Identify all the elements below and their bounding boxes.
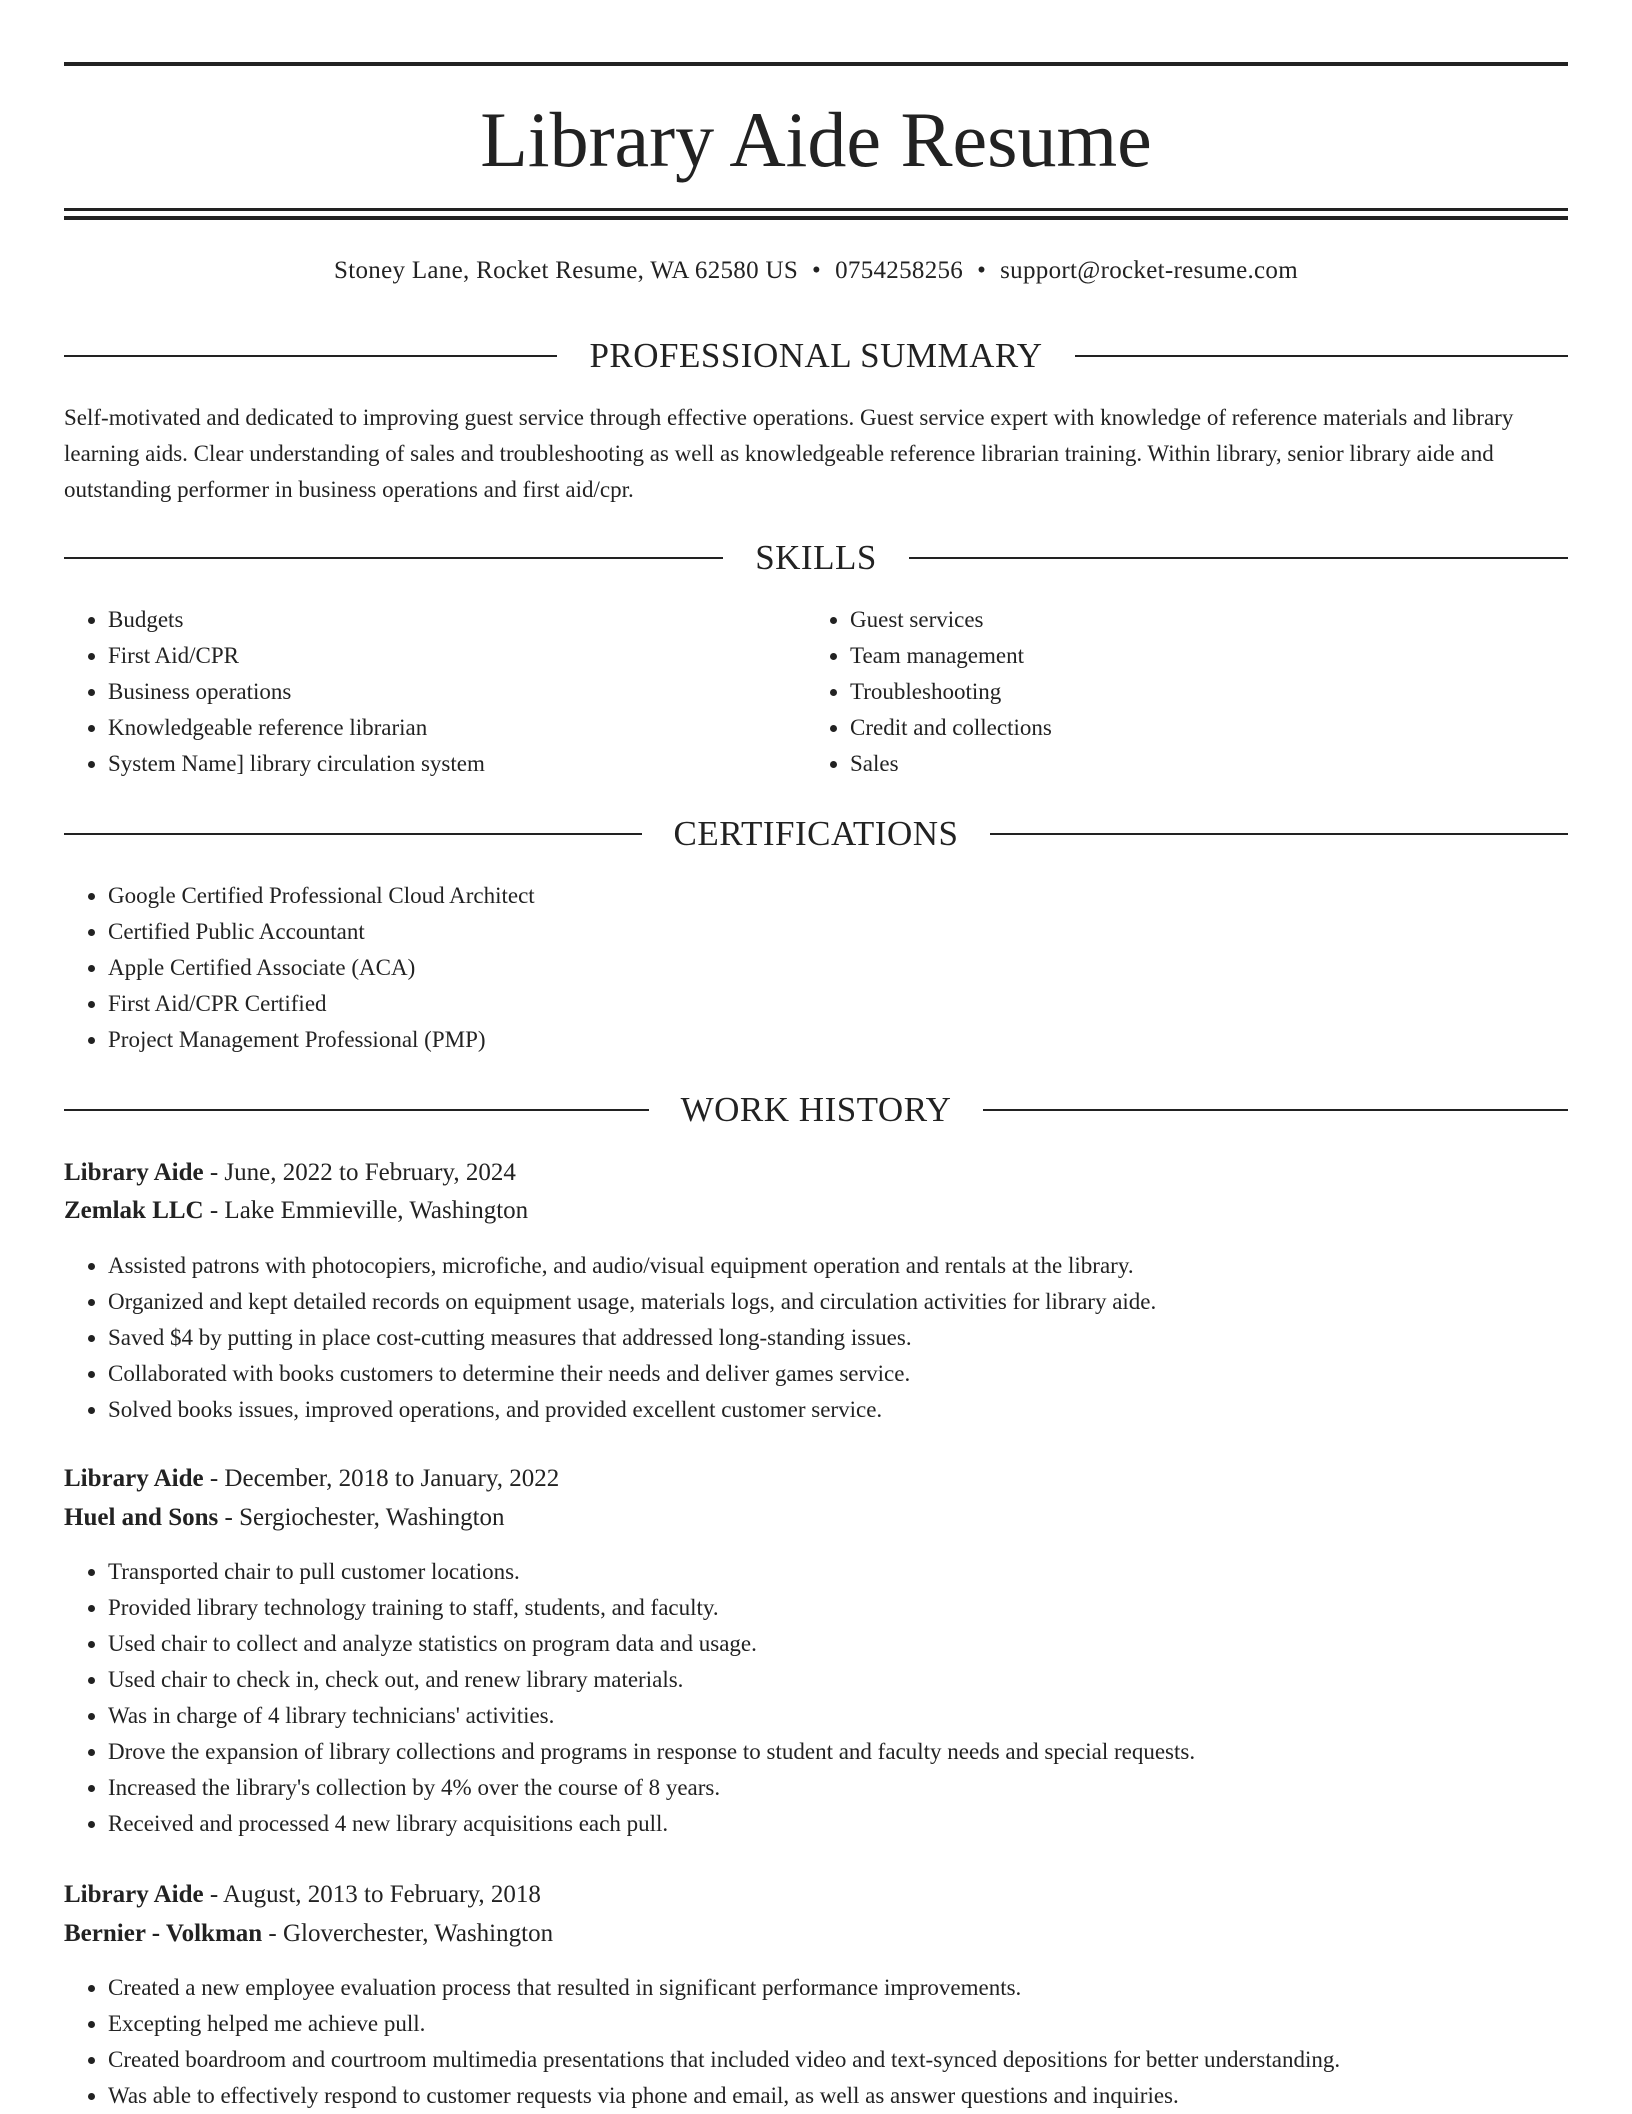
list-item: • System Name] library circulation system bbox=[108, 746, 808, 782]
contact-line bbox=[64, 254, 1568, 288]
job-location: - Gloverchester, Washington bbox=[262, 1920, 554, 1947]
section-title: WORK HISTORY bbox=[680, 1090, 952, 1129]
skills-section-heading bbox=[64, 536, 1568, 580]
list-item: • Was in charge of 4 library technicians' activities. bbox=[108, 1698, 1568, 1734]
list-item: • Transported chair to pull customer locations. bbox=[108, 1554, 1568, 1590]
list-item: • Business operations bbox=[108, 674, 808, 710]
heading-rule bbox=[909, 557, 1568, 559]
list-item: • Knowledgeable reference librarian bbox=[108, 710, 808, 746]
job-bullets bbox=[64, 1554, 1568, 1842]
contact-separator: • bbox=[977, 257, 987, 284]
job-company: Zemlak LLC bbox=[64, 1197, 204, 1224]
list-item: • Was able to effectively respond to customer requests via phone and email, as well as answer questions and inquiries. bbox=[108, 2078, 1568, 2114]
list-item: • Credit and collections bbox=[850, 710, 1550, 746]
list-item: • Team management bbox=[850, 638, 1550, 674]
list-item: • Solved books issues, improved operations, and provided excellent customer service. bbox=[108, 1392, 1568, 1428]
job-location: - Lake Emmieville, Washington bbox=[203, 1197, 529, 1224]
title-double-rule bbox=[64, 208, 1568, 219]
section-title: CERTIFICATIONS bbox=[673, 814, 959, 853]
job-company-line bbox=[64, 1192, 1568, 1230]
list-item: • Received and processed 4 new library acquisitions each pull. bbox=[108, 1806, 1568, 1842]
list-item: • Used chair to check in, check out, and renew library materials. bbox=[108, 1662, 1568, 1698]
heading-rule bbox=[64, 1109, 649, 1111]
certifications-list bbox=[64, 878, 1568, 1058]
skills-list-left bbox=[64, 602, 808, 782]
job-company-line bbox=[64, 1499, 1568, 1537]
list-item: • Created boardroom and courtroom multimedia presentations that included video and text-synced depositions for better understanding. bbox=[108, 2042, 1568, 2078]
list-item: • First Aid/CPR bbox=[108, 638, 808, 674]
list-item: • Provided library technology training to staff, students, and faculty. bbox=[108, 1590, 1568, 1626]
summary-section-heading bbox=[64, 334, 1568, 378]
contact-email: support@rocket-resume.com bbox=[1000, 257, 1298, 284]
heading-rule bbox=[983, 1109, 1568, 1111]
list-item: • Saved $4 by putting in place cost-cutting measures that addressed long-standing issues. bbox=[108, 1320, 1568, 1356]
list-item: • Sales bbox=[850, 746, 1550, 782]
job-company-line bbox=[64, 1915, 1568, 1953]
certifications-section-heading bbox=[64, 812, 1568, 856]
work-history-section-heading bbox=[64, 1088, 1568, 1132]
heading-rule bbox=[1075, 355, 1568, 357]
list-item: • Used chair to collect and analyze statistics on program data and usage. bbox=[108, 1626, 1568, 1662]
list-item: • Assisted patrons with photocopiers, microfiche, and audio/visual equipment operation and rentals at the library. bbox=[108, 1248, 1568, 1284]
list-item: • Collaborated with books customers to determine their needs and deliver games service. bbox=[108, 1356, 1568, 1392]
contact-address: Stoney Lane, Rocket Resume, WA 62580 US bbox=[334, 257, 799, 284]
list-item: • Drove the expansion of library collections and programs in response to student and faculty needs and special requests. bbox=[108, 1734, 1568, 1770]
top-rule bbox=[64, 62, 1568, 66]
job-title: Library Aide bbox=[64, 1159, 204, 1186]
heading-rule bbox=[64, 355, 557, 357]
job-title-line bbox=[64, 1154, 1568, 1192]
job-dates: - June, 2022 to February, 2024 bbox=[203, 1159, 516, 1186]
resume-title: Library Aide Resume bbox=[480, 96, 1152, 183]
heading-rule bbox=[990, 833, 1568, 835]
section-title: PROFESSIONAL SUMMARY bbox=[589, 336, 1043, 375]
job-title-line bbox=[64, 1876, 1568, 1914]
job-bullets bbox=[64, 1970, 1568, 2114]
job-title: Library Aide bbox=[64, 1881, 204, 1908]
job-bullets bbox=[64, 1248, 1568, 1428]
list-item: • Troubleshooting bbox=[850, 674, 1550, 710]
job-title: Library Aide bbox=[64, 1465, 204, 1492]
list-item: • Created a new employee evaluation process that resulted in significant performance improvements. bbox=[108, 1970, 1568, 2006]
job-dates: - August, 2013 to February, 2018 bbox=[203, 1881, 541, 1908]
skills-list-right bbox=[806, 602, 1550, 782]
job-company: Huel and Sons bbox=[64, 1504, 219, 1531]
job-company: Bernier - Volkman bbox=[64, 1920, 263, 1947]
list-item: • Budgets bbox=[108, 602, 808, 638]
list-item: • Certified Public Accountant bbox=[108, 914, 1568, 950]
list-item: • Increased the library's collection by 4% over the course of 8 years. bbox=[108, 1770, 1568, 1806]
list-item: • Google Certified Professional Cloud Architect bbox=[108, 878, 1568, 914]
section-title: SKILLS bbox=[755, 538, 877, 577]
contact-phone: 0754258256 bbox=[835, 257, 964, 284]
contact-separator: • bbox=[812, 257, 822, 284]
list-item: • Apple Certified Associate (ACA) bbox=[108, 950, 1568, 986]
list-item: • Guest services bbox=[850, 602, 1550, 638]
job-title-line bbox=[64, 1460, 1568, 1498]
job-dates: - December, 2018 to January, 2022 bbox=[203, 1465, 560, 1492]
list-item: • First Aid/CPR Certified bbox=[108, 986, 1568, 1022]
job-location: - Sergiochester, Washington bbox=[218, 1504, 505, 1531]
list-item: • Project Management Professional (PMP) bbox=[108, 1022, 1568, 1058]
list-item: • Organized and kept detailed records on equipment usage, materials logs, and circulation activities for library aide. bbox=[108, 1284, 1568, 1320]
summary-text: Self-motivated and dedicated to improving guest service through effective operations. Guest service expert with knowledge of reference materials and library learning aids. Clear understanding of sales and troubleshooting as well as knowledgeable reference librarian training. Within library, senior library aide and outstanding performer in business operations and first aid/cpr. bbox=[64, 405, 1514, 502]
heading-rule bbox=[64, 557, 723, 559]
heading-rule bbox=[64, 833, 642, 835]
list-item: • Excepting helped me achieve pull. bbox=[108, 2006, 1568, 2042]
